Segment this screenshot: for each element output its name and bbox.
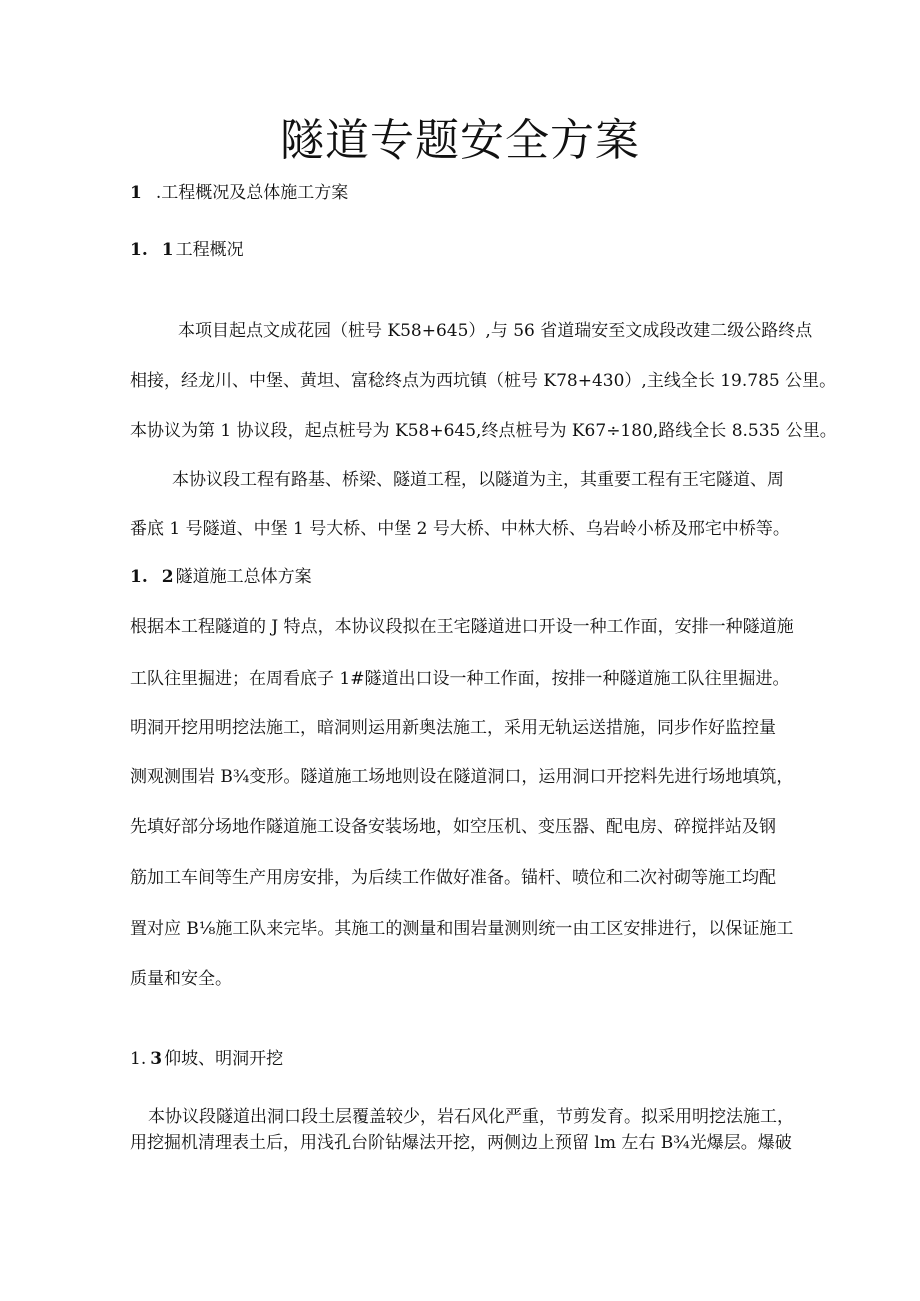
section-label: 仰坡、明洞开挖: [164, 1049, 284, 1069]
paragraph-line: 工队往里掘进；在周看底子 1#隧道出口设一种工作面，按排一种隧道施工队往里掘进。: [130, 669, 790, 689]
paragraph-line: 本协议段隧道出洞口段土层覆盖较少，岩石风化严重，节剪发育。拟采用明挖法施工，: [148, 1107, 794, 1127]
paragraph-line: 本协议为第 1 协议段，起点桩号为 K58+645,终点桩号为 K67÷180,路线全长 8.535 公里。: [130, 421, 837, 441]
paragraph-line: 根据本工程隧道的 J 特点，本协议段拟在王宅隧道进口开设一种工作面，安排一种隧道施: [130, 617, 794, 637]
paragraph-line: 测观测围岩 B¾变形。隧道施工场地则设在隧道洞口，运用洞口开挖料先进行场地填筑，: [130, 767, 794, 787]
section-label: 隧道施工总体方案: [175, 567, 312, 587]
paragraph-line: 筋加工车间等生产用房安排，为后续工作做好准备。锚杆、喷位和二次衬砌等施工均配: [130, 868, 776, 888]
section-label: 工程概况: [175, 240, 244, 260]
section-number: 1.: [130, 567, 148, 587]
paragraph-line: 番底 1 号隧道、中堡 1 号大桥、中堡 2 号大桥、中林大桥、乌岩岭小桥及邢宅中桥等。: [130, 519, 790, 539]
paragraph-line: 相接，经龙川、中堡、黄坦、富稔终点为西坑镇（桩号 K78+430）,主线全长 19.785 公里。: [130, 371, 837, 391]
section-subnumber: 2: [161, 567, 174, 587]
section-label: .工程概况及总体施工方案: [155, 183, 349, 203]
section-heading-1-3: [130, 1048, 283, 1070]
section-heading-1-2: [130, 566, 312, 588]
paragraph-line: 质量和安全。: [130, 969, 232, 989]
paragraph-line: 本协议段工程有路基、桥梁、隧道工程，以隧道为主，其重要工程有王宅隧道、周: [172, 470, 784, 490]
paragraph-line: 明洞开挖用明挖法施工，暗洞则运用新奥法施工，采用无轨运送措施，同步作好监控量: [130, 718, 776, 738]
paragraph-line: 置对应 B⅛施工队来完毕。其施工的测量和围岩量测则统一由工区安排进行，以保证施工: [130, 919, 794, 939]
paragraph-line: 先填好部分场地作隧道施工设备安装场地，如空压机、变压器、配电房、碎搅拌站及钢: [130, 817, 776, 837]
document-title: 隧道专题安全方案: [280, 115, 640, 166]
section-heading-1: [130, 182, 348, 204]
paragraph-line: 用挖掘机清理表土后，用浅孔台阶钻爆法开挖，两侧边上预留 lm 左右 B¾光爆层。爆破: [130, 1133, 792, 1153]
paragraph-line: 本项目起点文成花园（桩号 K58+645）,与 56 省道瑞安至文成段改建二级公路终点: [178, 321, 813, 341]
section-number: 1.: [130, 240, 148, 260]
section-heading-1-1: [130, 239, 244, 261]
section-number: 1.: [130, 1049, 147, 1069]
section-subnumber: 1: [161, 240, 174, 260]
section-subnumber: 3: [150, 1049, 163, 1069]
section-number: 1: [130, 183, 142, 203]
